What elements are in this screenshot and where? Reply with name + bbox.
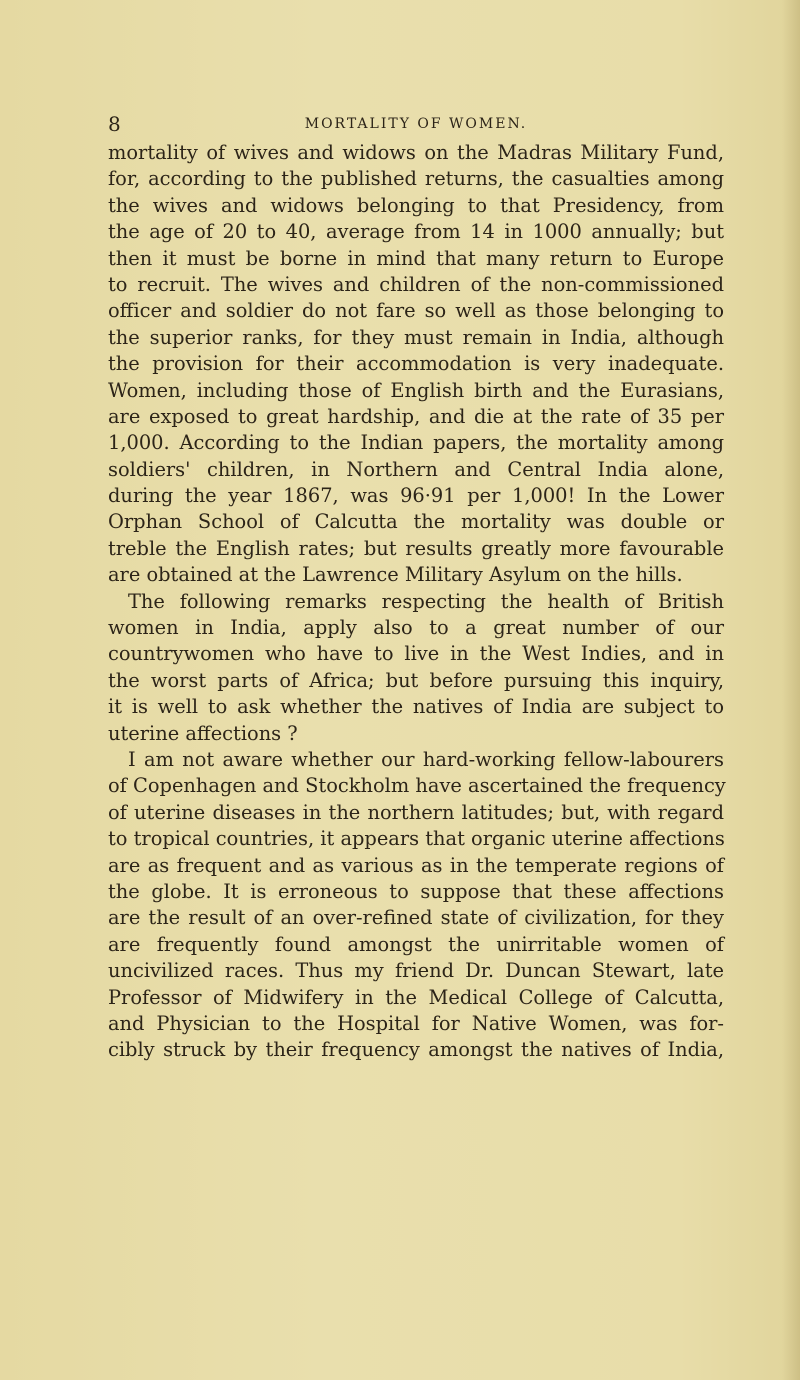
text-line: are exposed to great hardship, and die at the rate of 35 per <box>108 404 724 428</box>
text-line: to recruit. The wives and children of the non-commissioned <box>108 272 724 296</box>
text-line: of uterine diseases in the northern latitudes; but, with regard <box>108 800 724 824</box>
text-line: to tropical countries, it appears that organic uterine affections <box>108 827 725 851</box>
text-line: The following remarks respecting the health of British <box>128 589 724 613</box>
text-line: Professor of Midwifery in the Medical College of Calcutta, <box>108 985 724 1009</box>
text-line: treble the English rates; but results greatly more favourable <box>108 536 724 560</box>
body-text <box>108 140 724 1064</box>
text-line: the provision for their accommodation is very inadequate. <box>108 352 724 376</box>
text-line: the globe. It is erroneous to suppose that these affections <box>108 879 724 903</box>
text-line: are as frequent and as various as in the temperate regions of <box>108 853 724 877</box>
text-line: Women, including those of English birth and the Eurasians, <box>108 378 724 402</box>
text-line: Orphan School of Calcutta the mortality was double or <box>108 510 724 534</box>
text-line: officer and soldier do not fare so well as those belonging to <box>108 299 724 323</box>
text-line: are obtained at the Lawrence Military Asylum on the hills. <box>108 563 683 587</box>
text-line: mortality of wives and widows on the Madras Military Fund, <box>108 141 724 164</box>
page-edge-shadow <box>782 0 800 1380</box>
text-line: cibly struck by their frequency amongst the natives of India, <box>108 1038 724 1062</box>
text-line: of Copenhagen and Stockholm have ascertained the frequency <box>108 774 726 798</box>
text-line: soldiers' children, in Northern and Central India alone, <box>108 457 724 481</box>
text-line: women in India, apply also to a great number of our <box>108 616 724 640</box>
page-header <box>108 112 724 136</box>
text-line: then it must be borne in mind that many return to Europe <box>108 246 724 270</box>
text-line: uterine affections ? <box>108 721 298 745</box>
text-line: are frequently found amongst the unirritable women of <box>108 932 724 956</box>
text-line: are the result of an over-refined state of civilization, for they <box>108 906 724 930</box>
text-line: for, according to the published returns, the casualties among <box>108 167 724 191</box>
running-head: MORTALITY OF WOMEN. <box>304 116 528 132</box>
text-line: it is well to ask whether the natives of India are subject to <box>108 695 724 719</box>
text-line: countrywomen who have to live in the West Indies, and in <box>108 642 724 666</box>
text-line: uncivilized races. Thus my friend Dr. Duncan Stewart, late <box>108 959 724 983</box>
text-line: I am not aware whether our hard-working fellow-labourers <box>128 747 724 771</box>
text-line: the age of 20 to 40, average from 14 in 1000 annually; but <box>108 220 724 244</box>
text-line: the wives and widows belonging to that Presidency, from <box>108 193 724 217</box>
text-line: and Physician to the Hospital for Native Women, was for- <box>108 1011 724 1035</box>
text-line: the worst parts of Africa; but before pursuing this inquiry, <box>108 668 724 692</box>
text-line: during the year 1867, was 96·91 per 1,000! In the Lower <box>108 484 724 508</box>
text-line: 1,000. According to the Indian papers, the mortality among <box>108 431 724 455</box>
page-number: 8 <box>108 112 121 136</box>
text-line: the superior ranks, for they must remain in India, although <box>108 325 724 349</box>
